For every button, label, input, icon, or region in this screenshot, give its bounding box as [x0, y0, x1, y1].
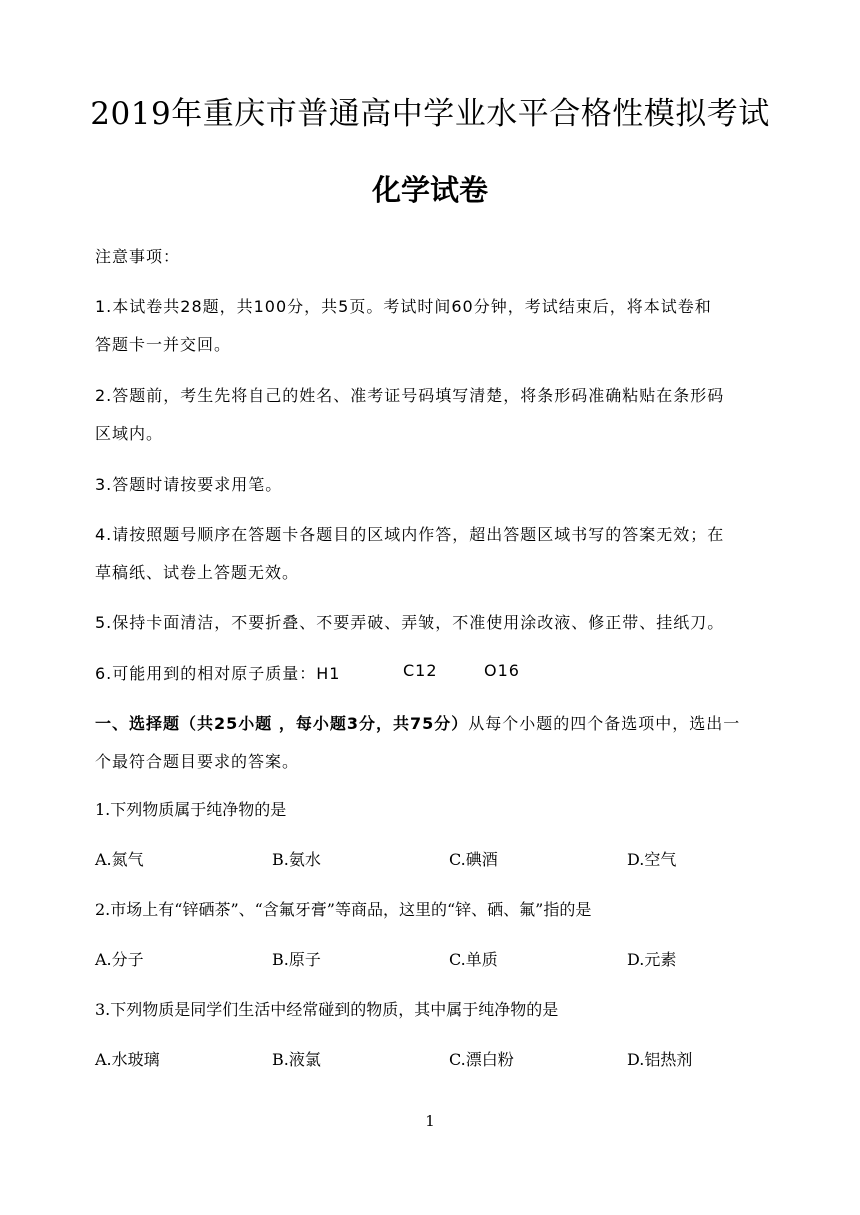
question-3-option-a: A.水玻璃: [95, 1050, 160, 1069]
page-number: 1: [425, 1112, 435, 1130]
notice-item-4: 4.请按照题号顺序在答题卡各题目的区域内作答，超出答题区域书写的答案无效；在: [95, 525, 725, 544]
notice-item-2: 2.答题前，考生先将自己的姓名、准考证号码填写清楚，将条形码准确粘贴在条形码: [95, 386, 725, 405]
question-1-option-a: A.氮气: [95, 850, 144, 869]
section-heading-rest: 从每个小题的四个备选项中，选出一: [468, 714, 741, 733]
question-1-option-d: D.空气: [627, 850, 677, 869]
question-3-option-c: C.漂白粉: [449, 1050, 514, 1069]
notice-heading: 注意事项：: [95, 247, 181, 266]
question-1-option-b: B.氨水: [272, 850, 321, 869]
section-heading-bold: 一、选择题（共25小题 ，每小题3分，共75分）: [95, 714, 469, 733]
question-1-option-c: C.碘酒: [449, 850, 498, 869]
question-2-option-c: C.单质: [449, 950, 498, 969]
question-2-stem: 2.市场上有“锌硒茶”、“含氟牙膏”等商品，这里的“锌、硒、氟”指的是: [95, 900, 592, 919]
exam-subtitle: 化学试卷: [371, 173, 488, 207]
question-3-option-b: B.液氯: [272, 1050, 321, 1069]
notice-item-2-cont: 区域内。: [95, 424, 164, 443]
question-3-stem: 3.下列物质是同学们生活中经常碰到的物质，其中属于纯净物的是: [95, 1000, 559, 1019]
question-1-stem: 1.下列物质属于纯净物的是: [95, 800, 287, 819]
question-2-option-b: B.原子: [272, 950, 321, 969]
notice-item-3: 3.答题时请按要求用笔。: [95, 475, 283, 494]
section-heading: [95, 711, 740, 734]
notice-item-4-cont: 草稿纸、试卷上答题无效。: [95, 563, 300, 582]
exam-title: 2019年重庆市普通高中学业水平合格性模拟考试: [90, 96, 770, 132]
notice-item-5: 5.保持卡面清洁，不要折叠、不要弄破、弄皱，不准使用涂改液、修正带、挂纸刀。: [95, 613, 725, 632]
notice-item-1: 1.本试卷共28题，共100分，共5页。考试时间60分钟，考试结束后，将本试卷和: [95, 297, 712, 316]
section-heading-cont: 个最符合题目要求的答案。: [95, 752, 300, 771]
question-2-option-d: D.元素: [627, 950, 677, 969]
question-2-option-a: A.分子: [95, 950, 144, 969]
atomic-mass-c12: C12: [403, 661, 438, 680]
notice-item-1-cont: 答题卡一并交回。: [95, 335, 232, 354]
question-3-option-d: D.铝热剂: [627, 1050, 693, 1069]
notice-item-6: 6.可能用到的相对原子质量：H1: [95, 664, 341, 683]
atomic-mass-o16: O16: [484, 661, 520, 680]
